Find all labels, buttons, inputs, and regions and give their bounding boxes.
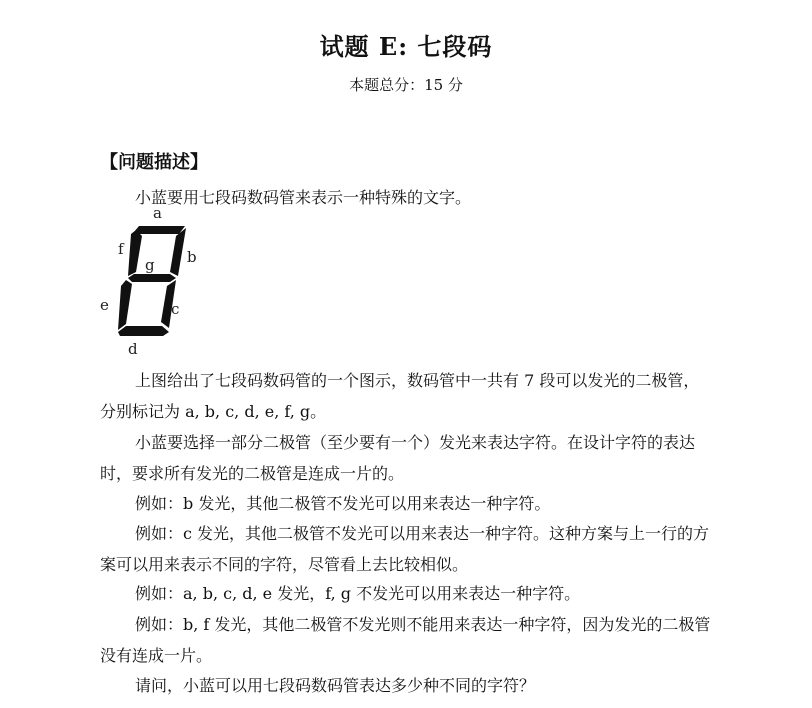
- label-b: b: [187, 248, 197, 266]
- seven-segment-diagram: [94, 206, 206, 362]
- score-line: 本题总分：15 分: [349, 76, 463, 94]
- label-f: f: [118, 240, 124, 258]
- paragraph-example-bf: 例如：b, f 发光，其他二极管不发光则不能用来表达一种字符，因为发光的二极管没有连成一片。: [100, 615, 711, 665]
- paragraph-example-abcde: 例如：a, b, c, d, e 发光，f, g 不发光可以用来表达一种字符。: [135, 584, 581, 603]
- paragraph-intro: 小蓝要用七段码数码管来表示一种特殊的文字。: [135, 188, 472, 207]
- segment-d: [118, 326, 169, 336]
- segment-f: [128, 230, 142, 276]
- label-c: c: [171, 300, 180, 318]
- label-g: g: [145, 256, 155, 274]
- segments: [118, 226, 186, 336]
- label-d: d: [128, 340, 138, 358]
- label-e: e: [100, 296, 109, 314]
- segment-a: [134, 226, 185, 234]
- section-heading: 【问题描述】: [100, 152, 208, 173]
- paragraph-question: 请问，小蓝可以用七段码数码管表达多少种不同的字符？: [135, 676, 536, 695]
- segment-g: [128, 274, 176, 282]
- segment-b: [170, 228, 186, 276]
- seven-segment-svg: [94, 206, 206, 362]
- paragraph-rule: 小蓝要选择一部分二极管（至少要有一个）发光来表达字符。在设计字符的表达时，要求所有发光的二极管是连成一片的。: [100, 433, 696, 483]
- label-a: a: [153, 204, 162, 222]
- paragraph-diagram-explanation: 上图给出了七段码数码管的一个图示，数码管中一共有 7 段可以发光的二极管，分别标记为 a, b, c, d, e, f, g。: [100, 371, 700, 421]
- paragraph-example-b: 例如：b 发光，其他二极管不发光可以用来表达一种字符。: [135, 494, 551, 513]
- problem-title: 试题 E: 七段码: [319, 32, 493, 61]
- paragraph-example-c: 例如：c 发光，其他二极管不发光可以用来表达一种字符。这种方案与上一行的方案可以用来表示不同的字符，尽管看上去比较相似。: [100, 524, 710, 574]
- segment-e: [118, 280, 132, 330]
